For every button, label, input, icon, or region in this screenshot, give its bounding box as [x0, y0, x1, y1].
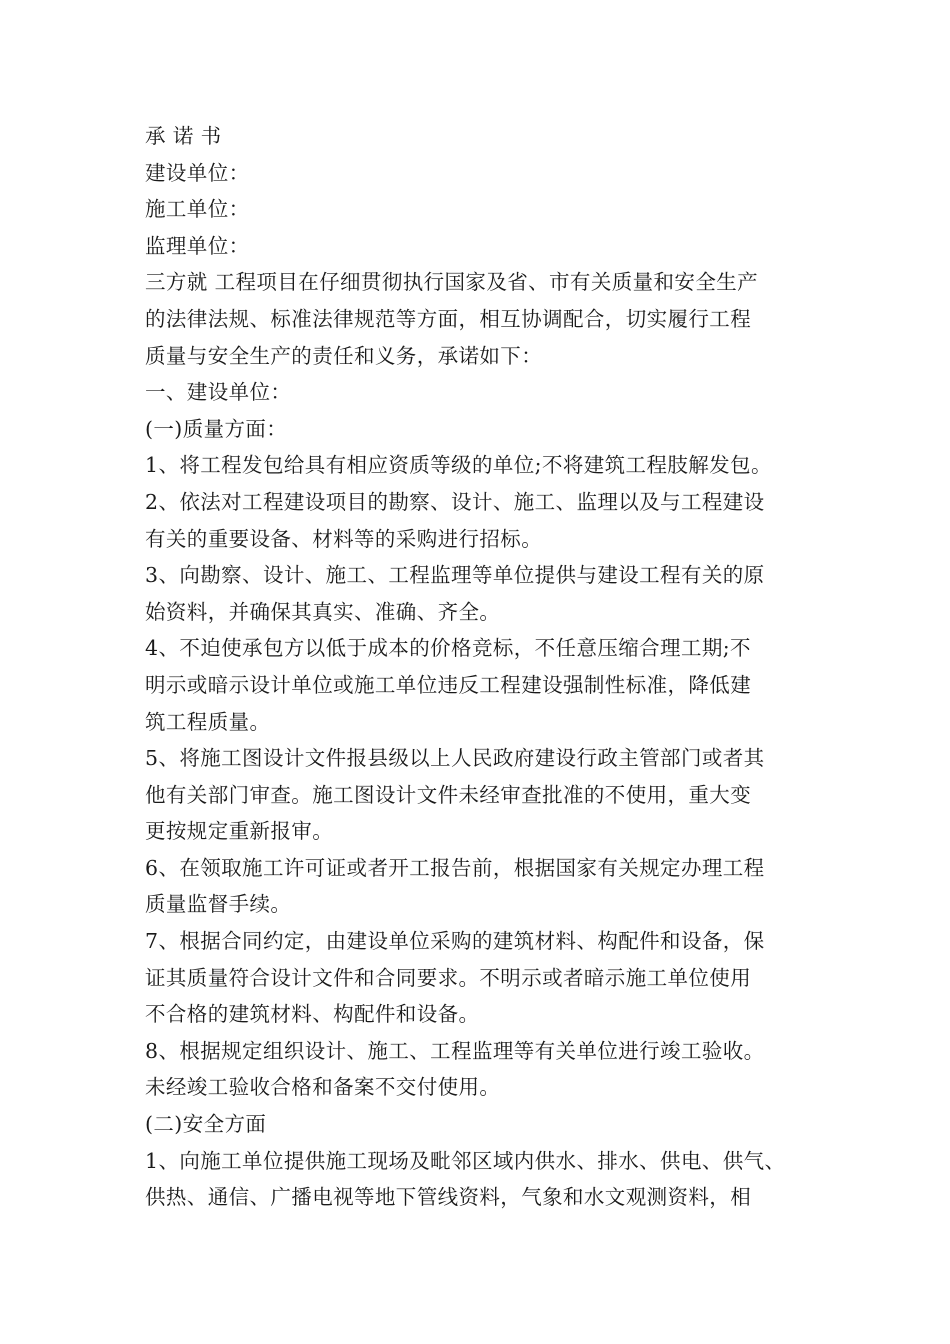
list-item-line: 6、在领取施工许可证或者开工报告前，根据国家有关规定办理工程: [145, 855, 765, 880]
list-item-line: 7、根据合同约定，由建设单位采购的建筑材料、构配件和设备，保: [145, 929, 765, 954]
document-title: 承 诺 书: [145, 124, 222, 148]
paragraph-line: 的法律法规、标准法律规范等方面，相互协调配合，切实履行工程: [145, 306, 752, 331]
list-item-line: 2、依法对工程建设项目的勘察、设计、施工、监理以及与工程建设: [145, 489, 765, 514]
list-item-line: 有关的重要设备、材料等的采购进行招标。: [145, 526, 543, 551]
paragraph-line: 三方就 工程项目在仔细贯彻执行国家及省、市有关质量和安全生产: [145, 270, 759, 295]
list-item-line: 5、将施工图设计文件报县级以上人民政府建设行政主管部门或者其: [145, 746, 765, 771]
list-item-line: 证其质量符合设计文件和合同要求。不明示或者暗示施工单位使用: [145, 965, 752, 990]
section-heading: 一、建设单位：: [145, 380, 292, 405]
list-item-line: 他有关部门审查。施工图设计文件未经审查批准的不使用，重大变: [145, 782, 752, 807]
document-body: [145, 118, 845, 1216]
list-item-line: 1、向施工单位提供施工现场及毗邻区域内供水、排水、供电、供气、: [145, 1148, 786, 1173]
list-item-line: 4、不迫使承包方以低于成本的价格竞标，不任意压缩合理工期;不: [145, 636, 751, 661]
list-item-line: 筑工程质量。: [145, 709, 271, 734]
paragraph-line: 质量与安全生产的责任和义务，承诺如下：: [145, 343, 543, 368]
contractor-unit-label: 施工单位：: [145, 197, 250, 222]
supervision-unit-label: 监理单位：: [145, 233, 250, 258]
list-item-line: 1、将工程发包给具有相应资质等级的单位;不将建筑工程肢解发包。: [145, 453, 772, 478]
list-item-line: 未经竣工验收合格和备案不交付使用。: [145, 1075, 501, 1100]
construction-unit-label: 建设单位：: [145, 160, 250, 185]
subsection-heading: (一)质量方面：: [145, 416, 288, 441]
list-item-line: 供热、通信、广播电视等地下管线资料，气象和水文观测资料，相: [145, 1185, 752, 1210]
list-item-line: 明示或暗示设计单位或施工单位违反工程建设强制性标准，降低建: [145, 672, 752, 697]
list-item-line: 8、根据规定组织设计、施工、工程监理等有关单位进行竣工验收。: [145, 1038, 765, 1063]
list-item-line: 3、向勘察、设计、施工、工程监理等单位提供与建设工程有关的原: [145, 563, 765, 588]
list-item-line: 质量监督手续。: [145, 892, 292, 917]
list-item-line: 始资料，并确保其真实、准确、齐全。: [145, 599, 501, 624]
subsection-heading: (二)安全方面: [145, 1112, 267, 1137]
list-item-line: 更按规定重新报审。: [145, 819, 334, 844]
list-item-line: 不合格的建筑材料、构配件和设备。: [145, 1002, 480, 1027]
